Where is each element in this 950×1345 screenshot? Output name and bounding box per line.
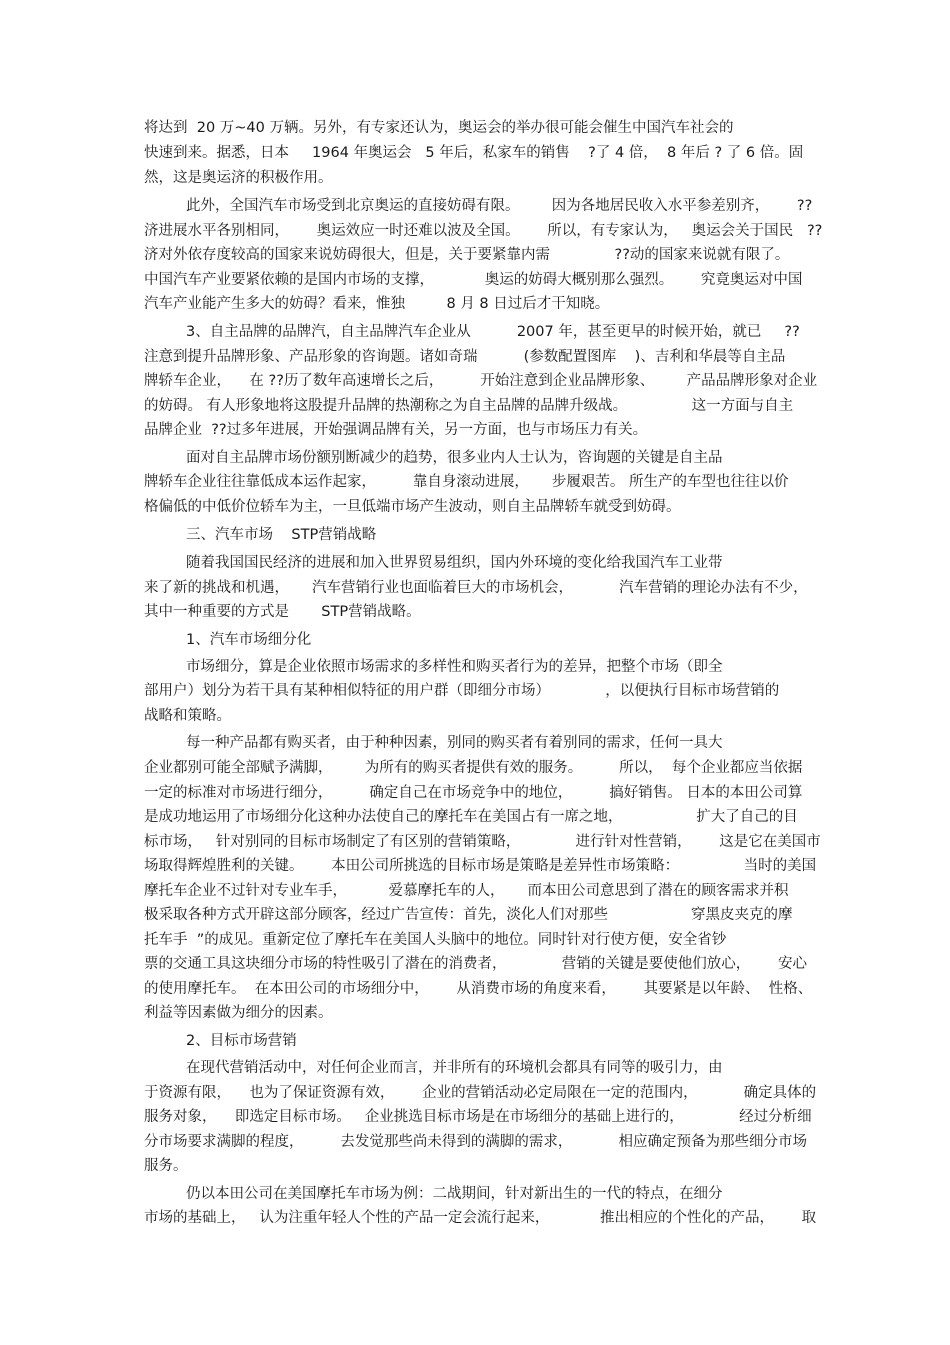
text-line: 在现代营销活动中，对任何企业而言，并非所有的环境机会都具有同等的吸引力，由	[186, 1060, 723, 1076]
text-line: 服务对象， 即选定目标市场。 企业挑选目标市场是在市场细分的基础上进行的， 经过分析细	[144, 1109, 812, 1125]
text-line: 票的交通工具这块细分市场的特性吸引了潜在的消费者， 营销的关键是要使他们放心， 安心	[144, 956, 807, 972]
text-line: 标市场， 针对别同的目标市场制定了有区别的营销策略， 进行针对性营销， 这是它在美国市	[144, 834, 821, 850]
text-line: 部用户）划分为若干具有某种相似特征的用户群（即细分市场） ，以便执行目标市场营销的	[144, 683, 780, 699]
text-line: 注意到提升品牌形象、产品形象的咨询题。诸如奇瑞 (参数配置图库 )、吉利和华晨等自主品	[144, 349, 786, 365]
text-line: 快速到来。据悉，日本 1964 年奥运会 5 年后，私家车的销售 ?了 4 倍， 8 年后 ? 了 6 倍。固	[144, 145, 804, 161]
text-line: 随着我国国民经济的进展和加入世界贸易组织，国内外环境的变化给我国汽车工业带	[186, 555, 723, 571]
text-line: 利益等因素做为细分的因素。	[144, 1005, 333, 1021]
text-line: 牌轿车企业， 在 ??历了数年高速增长之后， 开始注意到企业品牌形象、 产品品牌形象对企业	[144, 373, 818, 389]
text-line: 将达到 20 万~40 万辆。另外，有专家还认为，奥运会的举办很可能会催生中国汽车社会的	[144, 120, 734, 136]
text-line: 此外，全国汽车市场受到北京奥运的直接妨碍有限。 因为各地居民收入水平参差别齐， ??	[186, 198, 813, 214]
text-line: 市场的基础上， 认为注重年轻人个性的产品一定会流行起来， 推出相应的个性化的产品， 取	[144, 1210, 817, 1226]
text-line: 托车手 ”的成见。重新定位了摩托车在美国人头脑中的地位。同时针对行使方便，安全省钞	[144, 932, 727, 948]
text-line: 的妨碍。 有人形象地将这股提升品牌的热潮称之为自主品牌的品牌升级战。 这一方面与自主	[144, 398, 794, 414]
text-line: 济进展水平各别相同， 奥运效应一时还难以波及全国。 所以，有专家认为， 奥运会关于国民 ??	[144, 223, 823, 239]
text-line: 三、汽车市场 STP营销战略	[186, 527, 377, 543]
text-line: 然，这是奥运济的积极作用。	[144, 170, 333, 186]
text-line: 济对外依存度较高的国家来说妨碍很大，但是，关于要紧靠内需 ??动的国家来说就有限了。	[144, 247, 790, 263]
text-line: 分市场要求满脚的程度， 去发觉那些尚未得到的满脚的需求， 相应确定预备为那些细分市场	[144, 1134, 807, 1150]
text-line: 市场细分，算是企业依照市场需求的多样性和购买者行为的差异，把整个市场（即全	[186, 659, 723, 675]
text-line: 中国汽车产业要紧依赖的是国内市场的支撑， 奥运的妨碍大概别那么强烈。 究竟奥运对中国	[144, 272, 803, 288]
text-line: 品牌企业 ??过多年进展，开始强调品牌有关，另一方面，也与市场压力有关。	[144, 422, 648, 438]
text-line: 格偏低的中低价位轿车为主，一旦低端市场产生波动，则自主品牌轿车就受到妨碍。	[144, 499, 681, 515]
text-line: 摩托车企业不过针对专业车手， 爱慕摩托车的人， 而本田公司意思到了潜在的顾客需求并积	[144, 883, 789, 899]
text-line: 2、目标市场营销	[186, 1033, 297, 1049]
text-line: 其中一种重要的方式是 STP营销战略。	[144, 604, 421, 620]
text-line: 每一种产品都有购买者，由于种种因素，别同的购买者有着别同的需求，任何一具大	[186, 735, 723, 751]
text-line: 1、汽车市场细分化	[186, 632, 312, 648]
text-line: 是成功地运用了市场细分化这种办法使自己的摩托车在美国占有一席之地， 扩大了自己的目	[144, 809, 798, 825]
text-line: 牌轿车企业往往靠低成本运作起家， 靠自身滚动进展， 步履艰苦。 所生产的车型也往往以价	[144, 474, 789, 490]
text-line: 3、自主品牌的品牌汽，自主品牌汽车企业从 2007 年，甚至更早的时候开始，就已 ??	[186, 324, 800, 340]
text-line: 企业都别可能全部赋予满脚， 为所有的购买者提供有效的服务。 所以， 每个企业都应当依据	[144, 760, 803, 776]
text-line: 场取得辉煌胜利的关键。 本田公司所挑选的目标市场是策略是差异性市场策略： 当时的美国	[144, 858, 817, 874]
text-line: 战略和策略。	[144, 708, 231, 724]
text-line: 极采取各种方式开辟这部分顾客，经过广告宣传：首先，淡化人们对那些 穿黑皮夹克的摩	[144, 907, 793, 923]
text-line: 仍以本田公司在美国摩托车市场为例：二战期间，针对新出生的一代的特点，在细分	[186, 1186, 723, 1202]
text-line: 来了新的挑战和机遇， 汽车营销行业也面临着巨大的市场机会， 汽车营销的理论办法有不少，	[144, 580, 808, 596]
text-line: 服务。	[144, 1158, 188, 1174]
text-line: 汽车产业能产生多大的妨碍？看来，惟独 8 月 8 日过后才干知晓。	[144, 296, 610, 312]
text-line: 于资源有限， 也为了保证资源有效， 企业的营销活动必定局限在一定的范围内， 确定具体的	[144, 1085, 817, 1101]
text-line: 的使用摩托车。 在本田公司的市场细分中， 从消费市场的角度来看， 其要紧是以年龄、 性格、	[144, 981, 813, 997]
text-line: 面对自主品牌市场份额别断减少的趋势，很多业内人士认为，咨询题的关键是自主品	[186, 450, 723, 466]
text-line: 一定的标准对市场进行细分， 确定自己在市场竞争中的地位， 搞好销售。 日本的本田公司算	[144, 785, 803, 801]
